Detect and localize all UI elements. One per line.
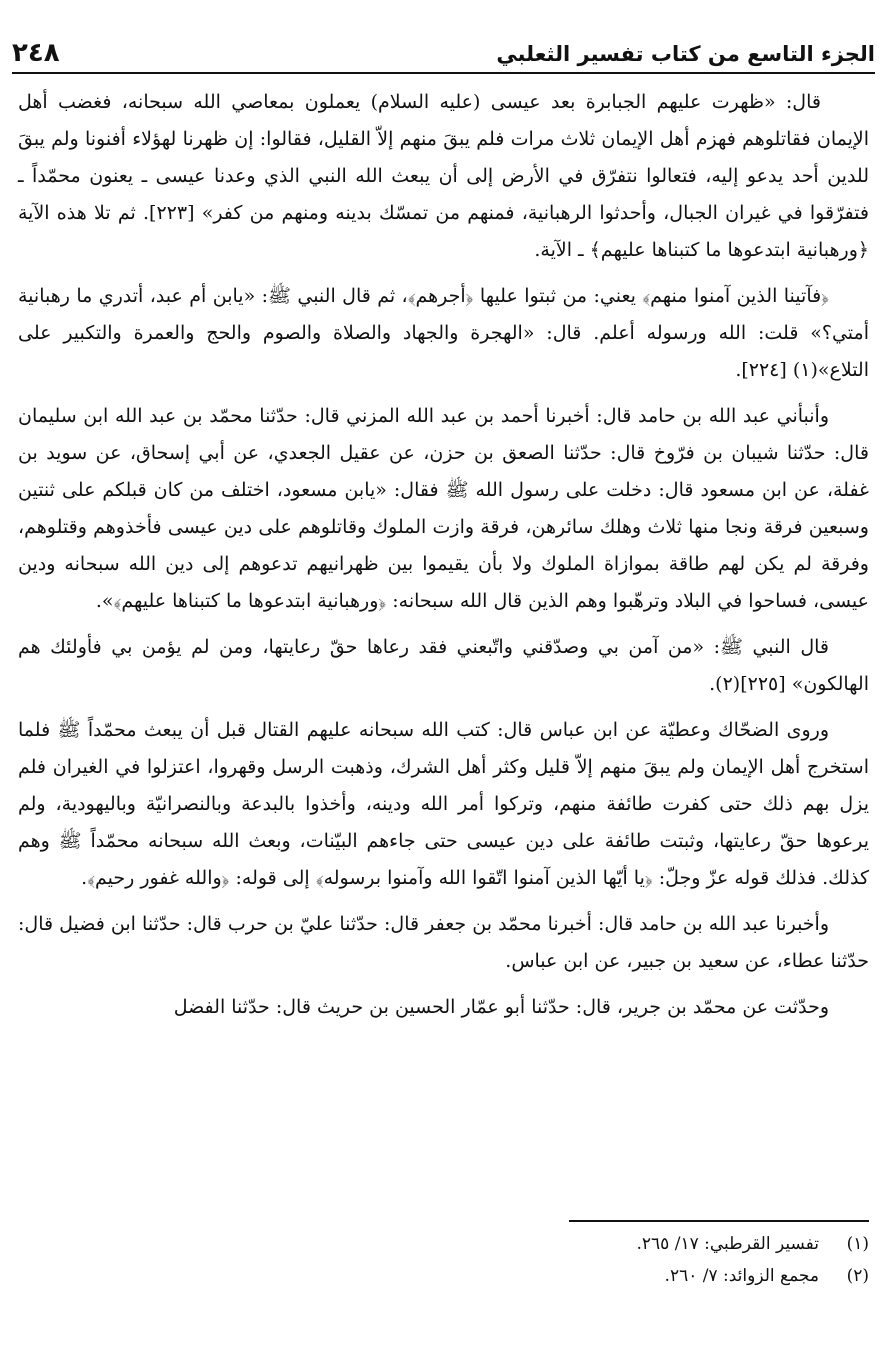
footnote-text: مجمع الزوائد: ٧/ ٢٦٠.: [664, 1266, 819, 1286]
footnote-number: (٢): [846, 1266, 869, 1286]
footnotes: [300, 1228, 869, 1292]
page-header: [12, 32, 875, 74]
paragraph: وأنبأني عبد الله بن حامد قال: أخبرنا أحمد بن عبد الله المزني قال: حدّثنا محمّد بن عبد الله ابن سليمان قال: حدّثنا شيبان بن فرّوخ قال: حدّثنا الصعق بن حزن، عن عقيل الجعدي، عن أبي إسحاق، عن سويد بن غفلة، عن ابن مسعود قال: دخلت على رسول الله ﷺ فقال: «يابن مسعود، اختلف من كان قبلكم على ثنتين وسبعين فرقة ونجا منها ثلاث وهلك سائرهن، فرقة وازت الملوك وقاتلوهم على دين عيسى فأخذوهم وقتلوهم، وفرقة لم يكن لهم طاقة بموازاة الملوك ولا بأن يقيموا بين ظهرانيهم تدعوهم إلى دين الله سبحانه ودين عيسى، فساحوا في البلاد وترهّبوا وهم الذين قال الله سبحانه: ﴿ورهبانية ابتدعوها ما كتبناها عليهم﴾».: [18, 405, 869, 612]
footnote-text: تفسير القرطبي: ١٧/ ٢٦٥.: [636, 1234, 819, 1254]
paragraph: وروى الضحّاك وعطيّة عن ابن عباس قال: كتب الله سبحانه عليهم القتال قبل أن يبعث محمّداً ﷺ فلما استخرج أهل الإيمان ولم يبقَ منهم إلاّ قليل وكثر أهل الشرك، وذهبت الرسل وقهروا، اعتزلوا في الغيران فلم يزل بهم ذلك حتى كفرت طائفة منهم، وتركوا أمر الله ودينه، وأخذوا بالبدعة وبالنصرانيّة وباليهودية، ولم يرعوها حقّ رعايتها، وثبتت طائفة على دين عيسى حتى جاءهم البيّنات، وبعث الله سبحانه محمّداً ﷺ وهم كذلك. فذلك قوله عزّ وجلّ: ﴿يا أيّها الذين آمنوا اتّقوا الله وآمنوا برسوله﴾ إلى قوله: ﴿والله غفور رحيم﴾.: [18, 719, 869, 889]
footnote-divider: [569, 1220, 869, 1222]
footnote: [300, 1260, 869, 1292]
main-text: [18, 84, 869, 1026]
footnote: [300, 1228, 869, 1260]
footnote-number: (١): [846, 1234, 869, 1254]
paragraph: وأخبرنا عبد الله بن حامد قال: أخبرنا محمّد بن جعفر قال: حدّثنا عليّ بن حرب قال: حدّثنا ابن فضيل قال: حدّثنا عطاء، عن سعيد بن جبير، عن ابن عباس.: [18, 913, 869, 972]
paragraph: وحدّثت عن محمّد بن جرير، قال: حدّثنا أبو عمّار الحسين بن حريث قال: حدّثنا الفضل: [173, 996, 829, 1018]
page-number: ٢٤٨: [12, 38, 60, 68]
paragraph: قال النبي ﷺ: «من آمن بي وصدّقني واتّبعني فقد رعاها حقّ رعايتها، ومن لم يؤمن بي فأولئك هم الهالكون» [٢٢٥](٢).: [18, 636, 869, 695]
paragraph: قال: «ظهرت عليهم الجبابرة بعد عيسى (عليه السلام) يعملون بمعاصي الله سبحانه، فغضب أهل الإيمان فقاتلوهم فهزم أهل الإيمان ثلاث مرات فلم يبقَ منهم إلاّ القليل، فقالوا: إن ظهرنا لهؤلاء أفنونا ولم يبقَ للدين أحد يدعو إليه، فتعالوا نتفرّق في الأرض إلى أن يبعث الله النبي الذي وعدنا عيسى ـ يعنون محمّداً ـ فتفرّقوا في غيران الجبال، وأحدثوا الرهبانية، فمنهم من تمسّك بدينه ومنهم من كفر» [٢٢٣]. ثم تلا هذه الآية ﴿ورهبانية ابتدعوها ما كتبناها عليهم﴾ ـ الآية.: [18, 91, 869, 261]
paragraph: ﴿فآتينا الذين آمنوا منهم﴾ يعني: من ثبتوا عليها ﴿أجرهم﴾، ثم قال النبي ﷺ: «يابن أم عبد، أتدري ما رهبانية أمتي؟» قلت: الله ورسوله أعلم. قال: «الهجرة والجهاد والصلاة والصوم والحج والعمرة والتكبير على التلاع»(١) [٢٢٤].: [18, 285, 869, 381]
running-title: الجزء التاسع من كتاب تفسير الثعلبي: [496, 42, 875, 66]
